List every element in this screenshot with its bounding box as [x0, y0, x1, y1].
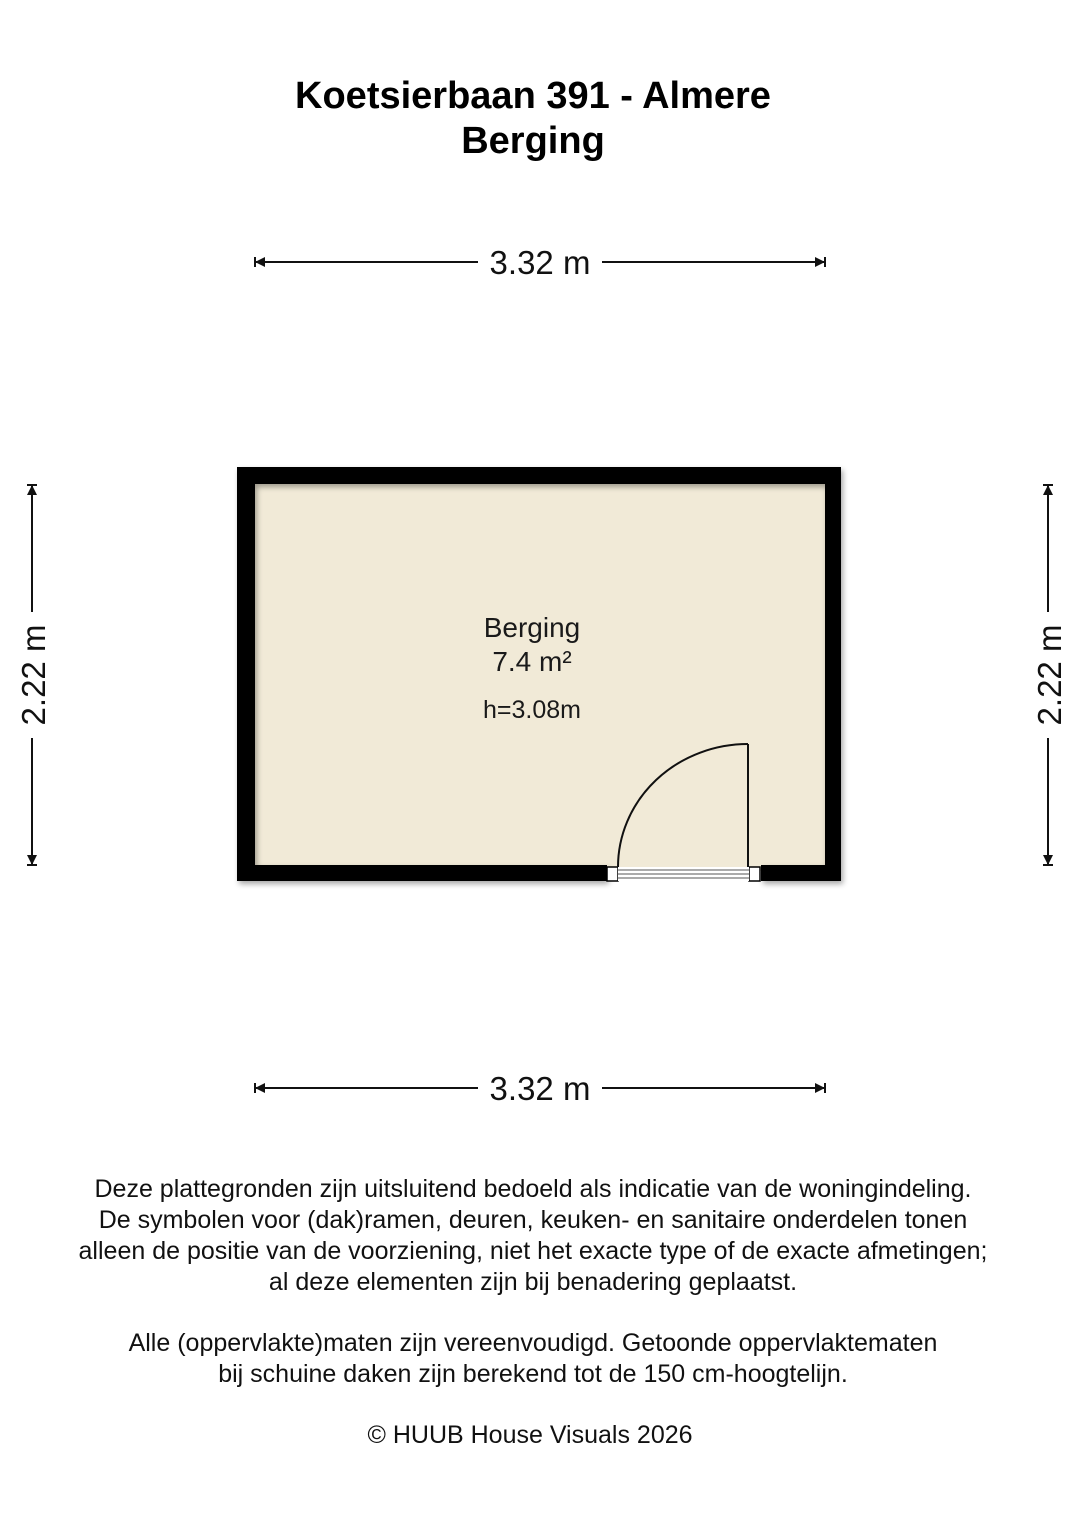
disclaimer-paragraph-1 — [0, 1174, 1066, 1298]
door-jamb-left — [607, 867, 618, 881]
page-title: Koetsierbaan 391 - Almere — [295, 75, 771, 117]
copyright-notice: © HUUB House Visuals 2026 — [367, 1421, 693, 1449]
disclaimer-line: al deze elementen zijn bij benadering geplaatst. — [268, 1268, 798, 1296]
disclaimer-line: Alle (oppervlakte)maten zijn vereenvoudigd. Getoonde oppervlaktematen — [128, 1329, 938, 1357]
dimension-bottom — [255, 1070, 825, 1107]
disclaimer-paragraph-2 — [0, 1328, 1066, 1390]
dimension-top — [255, 244, 825, 281]
dimension-bottom-label: 3.32 m — [489, 1070, 591, 1107]
dimension-left — [15, 485, 52, 865]
disclaimer-line: bij schuine daken zijn berekend tot de 150 cm-hoogtelijn. — [218, 1360, 848, 1388]
disclaimer-line: Deze plattegronden zijn uitsluitend bedoeld als indicatie van de woningindeling. — [94, 1175, 972, 1203]
disclaimer-line: De symbolen voor (dak)ramen, deuren, keuken- en sanitaire onderdelen tonen — [98, 1206, 968, 1234]
room-height: h=3.08m — [483, 696, 581, 724]
disclaimer-line: alleen de positie van de voorziening, niet het exacte type of de exacte afmetingen; — [78, 1237, 988, 1265]
dimension-top-label: 3.32 m — [489, 244, 591, 281]
dimension-left-label: 2.22 m — [15, 624, 52, 726]
dimension-right-label: 2.22 m — [1031, 624, 1068, 726]
room-area: 7.4 m² — [492, 646, 572, 677]
dimension-right — [1031, 485, 1068, 865]
door-threshold — [618, 867, 749, 881]
room-name: Berging — [483, 612, 581, 643]
door-jamb-right — [749, 867, 760, 881]
page-subtitle: Berging — [461, 120, 605, 162]
room-berging — [237, 467, 841, 881]
